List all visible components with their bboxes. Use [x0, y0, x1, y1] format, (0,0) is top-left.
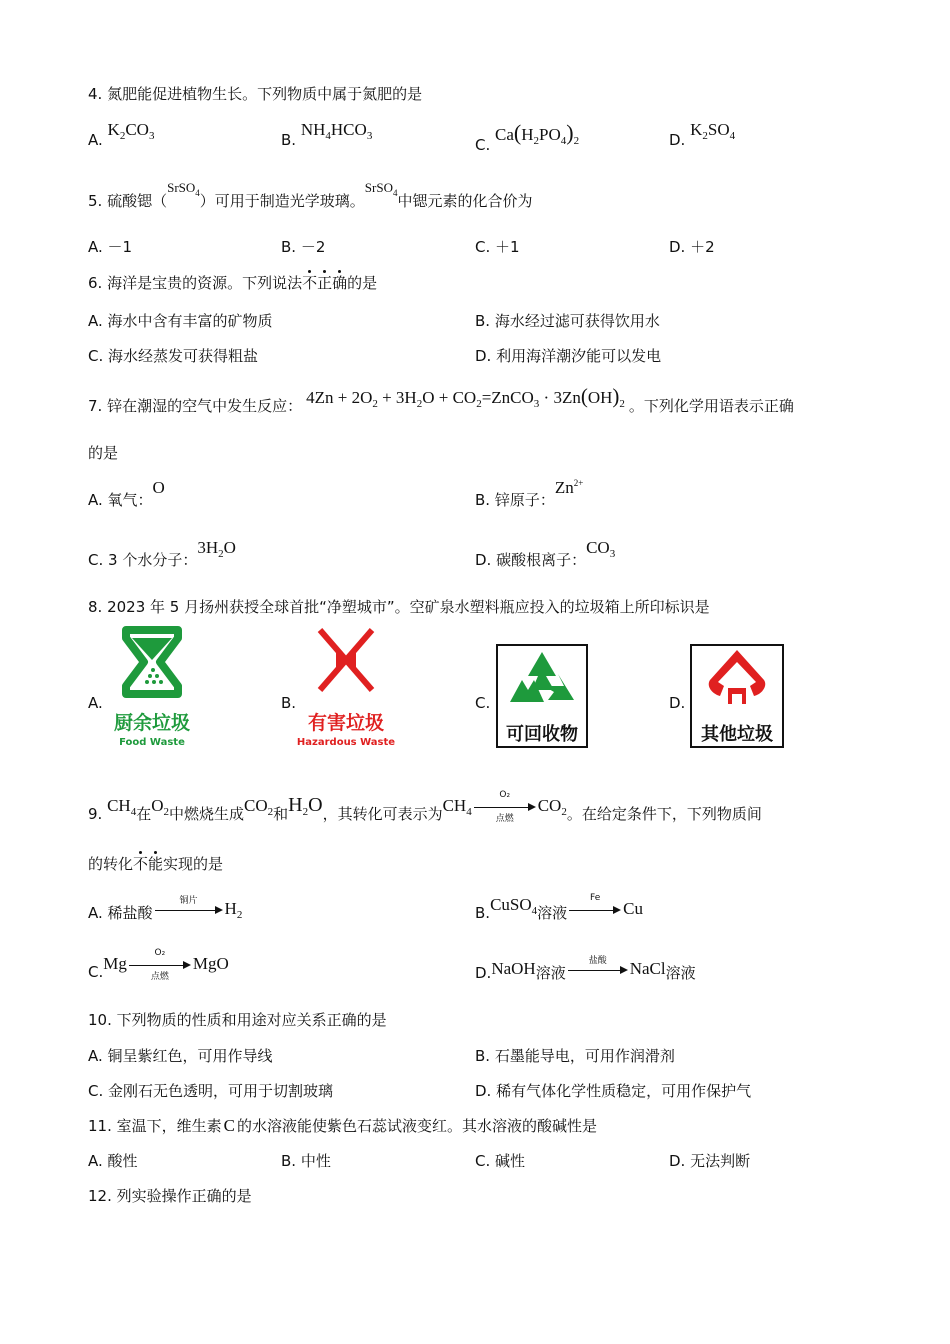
formula-naoh: NaOH	[491, 959, 536, 978]
other-waste-sign[interactable]	[690, 644, 784, 748]
q6-option-b[interactable]: B. 海水经过滤可获得饮用水	[475, 312, 660, 330]
reaction-arrow: 盐酸	[568, 963, 628, 977]
q7-option-c[interactable]: C. 3 个水分子：$3H_2O$	[88, 538, 236, 569]
q4-option-b[interactable]: B. $NH_4HCO_3$	[281, 120, 373, 149]
q6-option-a[interactable]: A. 海水中含有丰富的矿物质	[88, 312, 273, 330]
q5-option-b[interactable]: B. －2	[281, 238, 326, 256]
other-waste-icon	[692, 646, 782, 712]
formula-k2co3: $K_2CO_3$	[107, 120, 155, 142]
hazardous-waste-caption-en: Hazardous Waste	[296, 737, 396, 748]
q6-option-c[interactable]: C. 海水经蒸发可获得粗盐	[88, 347, 259, 365]
q10-stem: 10. 下列物质的性质和用途对应关系正确的是	[88, 1011, 387, 1029]
q12-stem: 12. 列实验操作正确的是	[88, 1187, 252, 1205]
food-waste-sign[interactable]	[102, 624, 202, 754]
formula-ch4: $CH_4$	[107, 796, 137, 818]
formula-k2so4: $K_2SO_4$	[690, 120, 736, 142]
q9-stem-line2: 的转化不能实现的是	[88, 855, 224, 873]
q6-option-d[interactable]: D. 利用海洋潮汐能可以发电	[475, 347, 662, 365]
q10-option-a[interactable]: A. 铜呈紫红色，可用作导线	[88, 1047, 273, 1065]
q9-option-b[interactable]: B.CuSO$_4$溶液 Fe Cu	[475, 893, 643, 922]
q11-option-c[interactable]: C. 碱性	[475, 1152, 526, 1170]
food-waste-caption: 厨余垃圾	[113, 712, 190, 734]
recycle-icon	[498, 646, 586, 712]
formula-cuso4: CuSO$_4$	[490, 895, 538, 917]
q10-option-d[interactable]: D. 稀有气体化学性质稳定，可用作保护气	[475, 1082, 752, 1100]
q5-option-c[interactable]: C. ＋1	[475, 238, 520, 256]
hourglass-icon	[102, 624, 202, 702]
q11-option-d[interactable]: D. 无法判断	[669, 1152, 751, 1170]
reaction-arrow: Fe	[569, 903, 621, 917]
q9-option-c[interactable]: C.Mg O₂ 点燃 MgO	[88, 948, 229, 983]
q8-option-d-label[interactable]: D.	[669, 694, 686, 712]
q11-stem: 11. 室温下，维生素 C 的水溶液能使紫色石蕊试液变红。其水溶液的酸碱性是	[88, 1116, 597, 1135]
reaction-arrow: O₂ 点燃	[474, 800, 536, 814]
formula-co2: $CO_2$	[244, 796, 274, 818]
equation-ch4-to-co2: $CH_4$ O₂ 点燃 $CO_2$	[442, 790, 567, 825]
q10-option-b[interactable]: B. 石墨能导电，可用作润滑剂	[475, 1047, 675, 1065]
equation-mg-to-mgo: Mg O₂ 点燃 MgO	[103, 948, 229, 983]
q7-stem: 7. 锌在潮湿的空气中发生反应： $4Zn + 2O_2 + 3H_2O$ + $CO_2=ZnCO_3 \cdot 3Zn(OH)_2$ 。下列化学用语表示正确	[88, 384, 794, 415]
reaction-arrow: O₂ 点燃	[129, 958, 191, 972]
q11-option-a[interactable]: A. 酸性	[88, 1152, 138, 1170]
q4-option-c[interactable]: C. $Ca(H_2PO_4)_2$	[475, 120, 580, 154]
q5-option-d[interactable]: D. ＋2	[669, 238, 715, 256]
formula-o2: $O_2$	[151, 796, 170, 818]
formula-srso4: SrSO$_4$	[167, 180, 200, 198]
formula-nh4hco3: $NH_4HCO_3$	[300, 120, 373, 142]
q7-option-b[interactable]: B. 锌原子：$Zn^{2+}$	[475, 478, 584, 509]
reaction-arrow: 铜片	[155, 903, 223, 917]
recyclable-sign[interactable]	[496, 644, 588, 748]
formula-co3: $CO_3$	[586, 538, 616, 560]
hazardous-waste-sign[interactable]	[296, 624, 396, 754]
q6-stem: 6. 海洋是宝贵的资源。下列说法不正确的是	[88, 274, 378, 292]
q8-option-b-label[interactable]: B.	[281, 694, 297, 712]
formula-3h2o: $3H_2O$	[197, 538, 236, 560]
q7-option-d[interactable]: D. 碳酸根离子：$CO_3$	[475, 538, 616, 569]
q10-option-c[interactable]: C. 金刚石无色透明，可用于切割玻璃	[88, 1082, 334, 1100]
formula-srso4-2: SrSO$_4$	[364, 180, 398, 198]
formula-o: O	[152, 478, 165, 497]
q11-option-b[interactable]: B. 中性	[281, 1152, 331, 1170]
hazardous-waste-caption: 有害垃圾	[307, 712, 384, 734]
q4-stem: 4. 氮肥能促进植物生长。下列物质中属于氮肥的是	[88, 85, 423, 103]
recyclable-caption: 可回收物	[506, 724, 578, 745]
q8-stem: 8. 2023 年 5 月扬州获授全球首批“净塑城市”。空矿泉水塑料瓶应投入的垃圾箱上所印标识是	[88, 598, 710, 616]
food-waste-caption-en: Food Waste	[119, 737, 185, 748]
formula-zn2plus: $Zn^{2+}$	[554, 478, 584, 497]
formula-h2o: $H_2O$	[288, 794, 323, 818]
q8-option-c-label[interactable]: C.	[475, 694, 491, 712]
q8-option-a-label[interactable]: A.	[88, 694, 103, 712]
other-waste-caption: 其他垃圾	[701, 724, 773, 745]
hazard-arrows-icon	[296, 624, 396, 702]
q7-option-a[interactable]: A. 氧气：O	[88, 478, 165, 509]
q7-stem-line2: 的是	[88, 444, 119, 462]
q5-stem: 5. 硫酸锶（SrSO$_4$）可用于制造光学玻璃。SrSO$_4$中锶元素的化合价为	[88, 180, 533, 210]
q9-option-a[interactable]: A. 稀盐酸 铜片 $H_2$	[88, 896, 243, 922]
q9-option-d[interactable]: D.NaOH溶液 盐酸 NaCl溶液	[475, 956, 696, 982]
q4-option-a[interactable]: A. $K_2CO_3$	[88, 120, 155, 149]
formula-ca-h2po4-2: $Ca(H_2PO_4)_2$	[495, 120, 580, 147]
q4-option-d[interactable]: D. $K_2SO_4$	[669, 120, 736, 149]
q9-stem: 9. $CH_4$在$O_2$中燃烧生成$CO_2$和$H_2O$，其转化可表示为$CH_4$ O₂ 点燃 $CO_2$。在给定条件下，下列物质间	[88, 790, 762, 825]
q5-option-a[interactable]: A. －1	[88, 238, 133, 256]
equation-zinc-corrosion: $4Zn + 2O_2 + 3H_2O$ + $CO_2=ZnCO_3 \cdot 3Zn(OH)_2$	[306, 384, 625, 410]
